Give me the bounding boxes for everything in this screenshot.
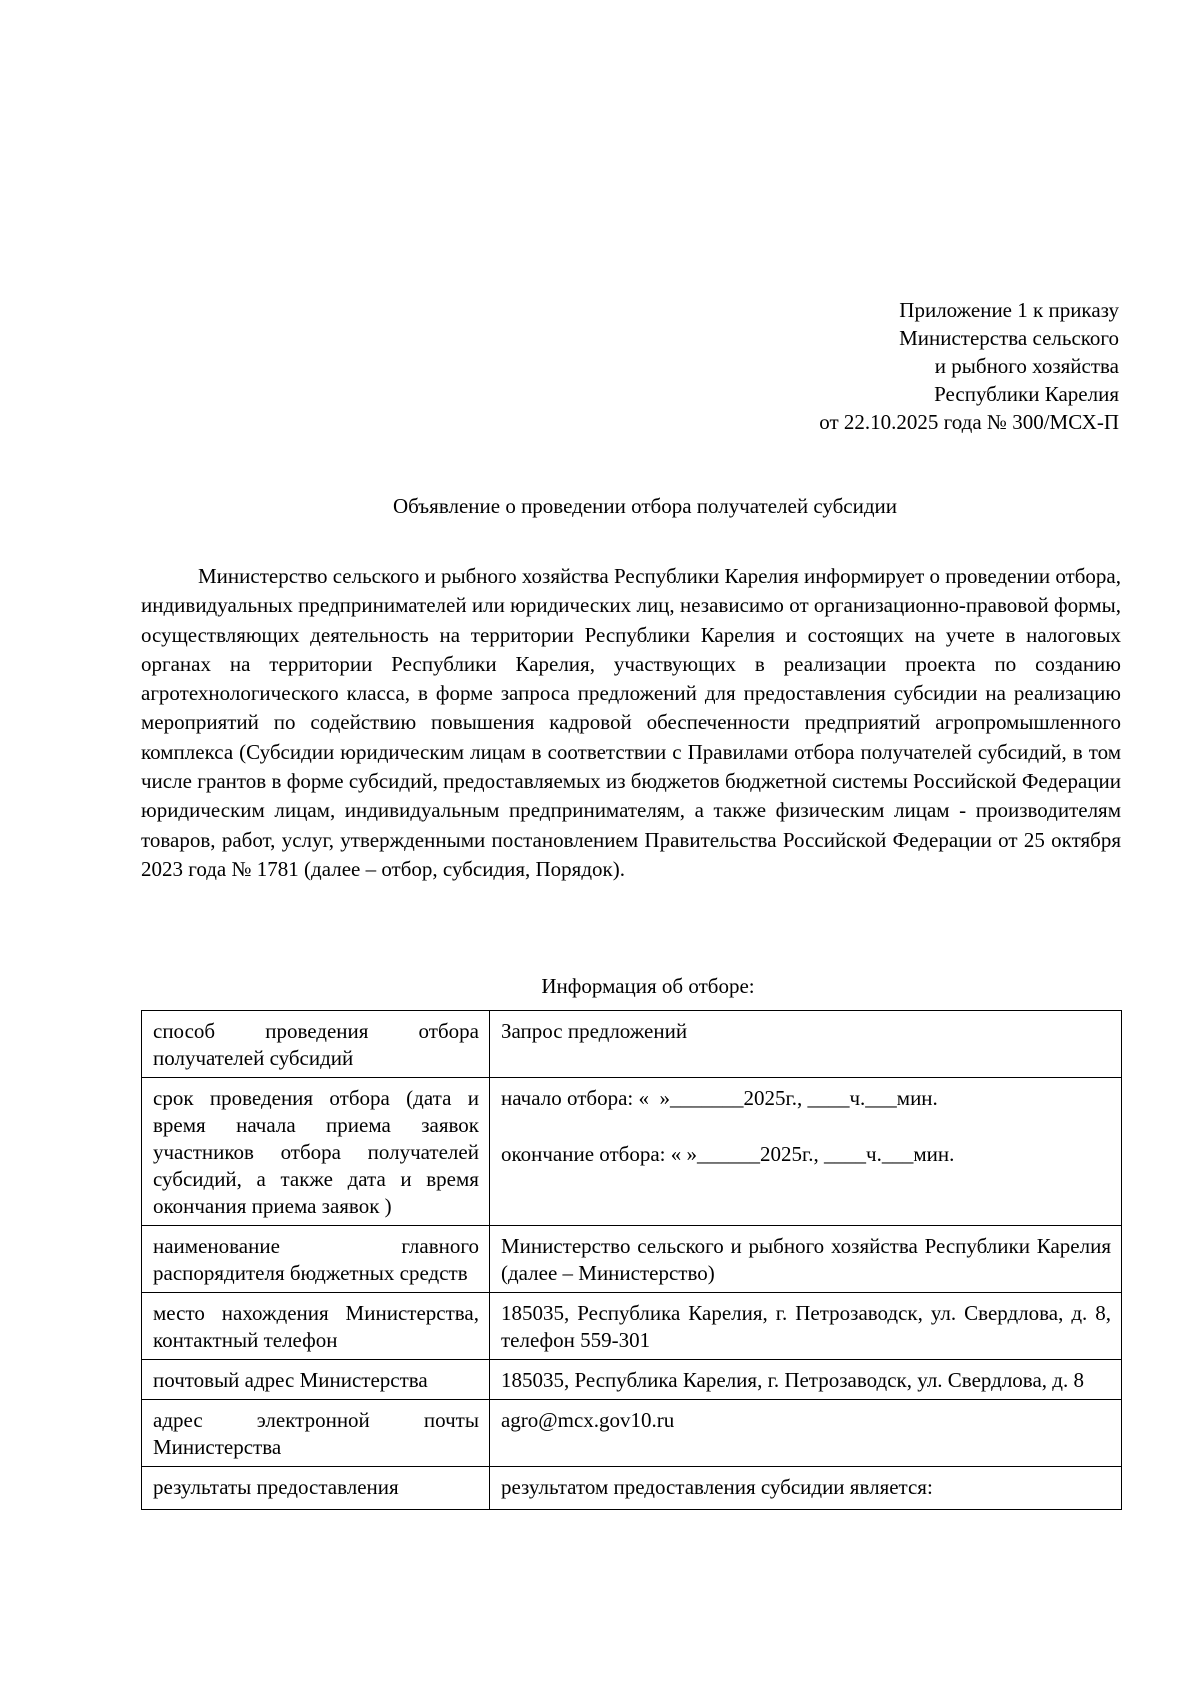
row-label: почтовый адрес Министерства xyxy=(142,1360,490,1400)
row-label: место нахождения Министерства, контактный телефон xyxy=(142,1293,490,1360)
selection-info-table xyxy=(141,1010,1122,1510)
intro-paragraph: Министерство сельского и рыбного хозяйства Республики Карелия информирует о проведении отбора, индивидуальных предпринимателей или юридических лиц, независимо от организационно-правовой формы, осуществляющих деятельность на территории Республики Карелия и состоящих на учете в налоговых органах на территории Республики Карелия, участвующих в реализации проекта по созданию агротехнологического класса, в форме запроса предложений для предоставления субсидии на реализацию мероприятий по содействию повышения кадровой обеспеченности предприятий агропромышленного комплекса (Субсидии юридическим лицам в соответствии с Правилами отбора получателей субсидий, в том числе грантов в форме субсидий, предоставляемых из бюджетов бюджетной системы Российской Федерации юридическим лицам, индивидуальным предпринимателям, а также физическим лицам - производителям товаров, работ, услуг, утвержденными постановлением Правительства Российской Федерации от 25 октября 2023 года № 1781 (далее – отбор, субсидия, Порядок). xyxy=(141,564,1121,881)
appendix-header xyxy=(819,296,1119,436)
email-value[interactable]: agro@mcx.gov10.ru xyxy=(489,1400,1121,1467)
row-label: адрес электронной почты Министерства xyxy=(142,1400,490,1467)
row-label: способ проведения отбора получателей субсидий xyxy=(142,1011,490,1078)
row-value: результатом предоставления субсидии является: xyxy=(489,1467,1121,1510)
table-row xyxy=(142,1467,1122,1510)
table-row xyxy=(142,1360,1122,1400)
table-row xyxy=(142,1078,1122,1226)
row-value: Министерство сельского и рыбного хозяйства Республики Карелия (далее – Министерство) xyxy=(489,1226,1121,1293)
appendix-line: Приложение 1 к приказу xyxy=(899,298,1119,322)
row-label: результаты предоставления xyxy=(142,1467,490,1510)
info-heading: Информация об отборе: xyxy=(541,974,755,998)
selection-end: окончание отбора: « »______2025г., ____ч.___мин. xyxy=(500,1142,955,1166)
row-value: 185035, Республика Карелия, г. Петрозаводск, ул. Свердлова, д. 8, телефон 559-301 xyxy=(489,1293,1121,1360)
appendix-line: Республики Карелия xyxy=(934,382,1119,406)
document-title: Объявление о проведении отбора получателей субсидии xyxy=(392,494,898,518)
row-value: Запрос предложений xyxy=(489,1011,1121,1078)
row-label: наименование главного распорядителя бюджетных средств xyxy=(142,1226,490,1293)
appendix-line: Министерства сельского xyxy=(899,326,1119,350)
table-row xyxy=(142,1011,1122,1078)
table-row xyxy=(142,1400,1122,1467)
selection-start: начало отбора: « »_______2025г., ____ч.___мин. xyxy=(500,1086,938,1110)
appendix-line: от 22.10.2025 года № 300/МСХ-П xyxy=(819,410,1119,434)
table-row xyxy=(142,1226,1122,1293)
table-row xyxy=(142,1293,1122,1360)
appendix-line: и рыбного хозяйства xyxy=(934,354,1119,378)
row-value-dates xyxy=(489,1078,1121,1226)
row-label: срок проведения отбора (дата и время начала приема заявок участников отбора получателей субсидий, а также дата и время окончания приема заявок ) xyxy=(142,1078,490,1226)
row-value: 185035, Республика Карелия, г. Петрозаводск, ул. Свердлова, д. 8 xyxy=(489,1360,1121,1400)
